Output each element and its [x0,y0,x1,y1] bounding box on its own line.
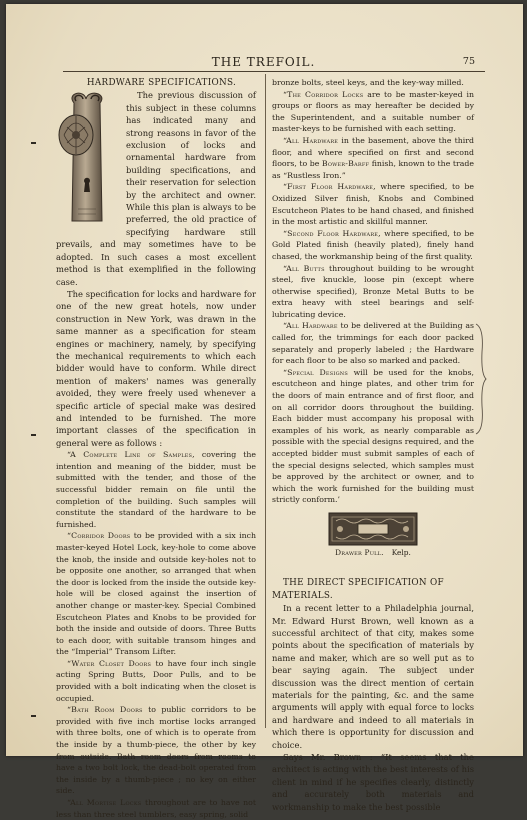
figure-caption: Drawer Pull. Kelp. [335,547,411,557]
spec-item-bath-room-doors: “Bath Room Doors to public corridors to be provided with five inch mortise locks arranged with three bolts, one of which is to operate from the inside by a thumb-piece, the other by key from outside. Bath room doors from rooms to have a two bolt lock, the dead-bolt operated from the inside by a thumb-piece ; no key on either side. [56,705,256,796]
spec-item-first-floor-hardware: “First Floor Hardware, where specified, to be Oxidized Silver finish, Knobs and Combined Escutcheon Plates to be hand chased, and finished in the most artistic and skillful manner. [272,182,474,227]
spec-item-corridor-locks: “The Corridor Locks are to be master-keyed in groups or floors as may hereafter be decided by the Superintendent, and a suitable number of master-keys to be furnished with each setting. [272,89,474,134]
page-number: 75 [462,56,475,67]
header-rule [63,71,485,72]
section-heading-direct-specification: THE DIRECT SPECIFICATION OF MATERIALS. [272,578,444,601]
spec-item-water-closet-doors: “Water Closet Doors to have four inch single acting Spring Butts, Door Pulls, and to be provided with a bolt indicating when the closet is occupied. [56,658,256,703]
paragraph-spec-method: The specification for locks and hardware for one of the new great hotels, now under construction in New York, was drawn in the same manner as a specification for steam engines or machinery, namely, by specifying the mechanical requirements to which each bidder would have to conform. While direct mention of makers' names was generally avoided, they were freely used whenever a specific article of special make was desired and intended to be furnished. The more important classes of the specification in general were as follows : [56,288,256,448]
left-column [56,77,256,820]
paragraph-philadelphia-letter: In a recent letter to a Philadelphia journal, Mr. Edward Hurst Brown, well known as a successful architect of that city, makes some points about the specification of materials by name and maker, which are so well put as to bear saying again. The subject under discussion was the direct mention of certain materials for the painting, &c. and the same arguments will apply with equal force to locks and hardware and indeed to all materials in which there is opportunity for discussion and choice. [272,603,474,750]
paragraph-mr-brown-quote: Says Mr. Brown : “It seems that the architect is acting with the best interests of his client in mind if he specifies clearly, distinctly and accurately both materials and workmanship to make the best possible [272,752,474,812]
door-lock-escutcheon-illustration [56,91,118,229]
right-column [272,77,474,813]
handwritten-brace-mark [474,322,488,436]
spec-item-butts: “All Butts throughout building to be wrought steel, five knuckle, loose pin (except where otherwise specified), Bronze Metal Butts to be extra heavy with steel bearings and self-lubricating device. [272,263,474,319]
binding-mark [31,434,36,436]
spec-item-corridor-doors: “Corridor Doors to be provided with a six inch master-keyed Hotel Lock, key-hole to come above the knob, the inside and outside key-holes not to be opposite one another, so arranged that when the door is locked from the inside the outside key-hole will be closed against the insertion of another change or master-key. Special Combined Escutcheon Plates and Knobs to be provided for both the inside and outside of doors. Three Butts to each door, with suitable transom hinges and the “Imperial” Transom Lifter. [56,531,256,657]
spec-item-second-floor-hardware: “Second Floor Hardware, where specified, to be Gold Plated finish (heavily plated), finely hand chased, the workmanship being of the first quality. [272,228,474,261]
continued-text: bronze bolts, steel keys, and the key-way milled. [272,78,464,87]
paragraph-intro: The previous discussion of this subject in these columns has indicated many and strong reasons in favor of the exclusion of locks and ornamental hardware from building specifications, and their reservation for selection by the architect and owner. While this plan is always to be preferred, the old practice of specifying hardware still prevails, and may sometimes have to be adopted. In such cases a most excellent method is that exemplified in the following case. [56,90,256,287]
spec-item-basement-hardware: “All Hardware in the basement, above the third floor, and where specified on first and second floors, to be Bower-Barff finish, known to the trade as “Rustless Iron.” [272,135,474,180]
binding-mark [31,715,36,717]
drawer-pull-illustration [328,512,418,546]
binding-mark [31,142,36,144]
spec-item-samples: “A Complete Line of Samples, covering the intention and meaning of the bidder, must be submitted with the tender, and those of the successful bidder remain on file until the completion of the building. Such samples will constitute the standard of the hardware to be furnished. [56,450,257,529]
column-divider [265,74,266,728]
section-heading-hardware: HARDWARE SPECIFICATIONS. [86,78,237,88]
spec-item-mortise-locks: “All Mortise Locks throughout are to have not less than three steel tumblers, easy spring, solid [56,798,256,819]
spec-item-special-designs: “Special Designs will be used for the knobs, escutcheon and hinge plates, and other trim for the doors of main entrance and of first floor, and on all corridor doors throughout the building. Each bidder must accompany his proposal with examples of his work, as nearly comparable as possible with the special designs required, and the accepted bidder must submit samples of each of the special designs selected, which samples must be approved by the architect or owner, and to which the work furnished for the building must strictly conform.’ [272,367,474,505]
running-header-title: THE TREFOIL. [211,55,316,69]
spec-item-hardware-delivery: “All Hardware to be delivered at the Building as called for, the trimmings for each door packed separately and properly labeled ; the Hardware for each floor to be also so marked and packed. [272,321,474,366]
